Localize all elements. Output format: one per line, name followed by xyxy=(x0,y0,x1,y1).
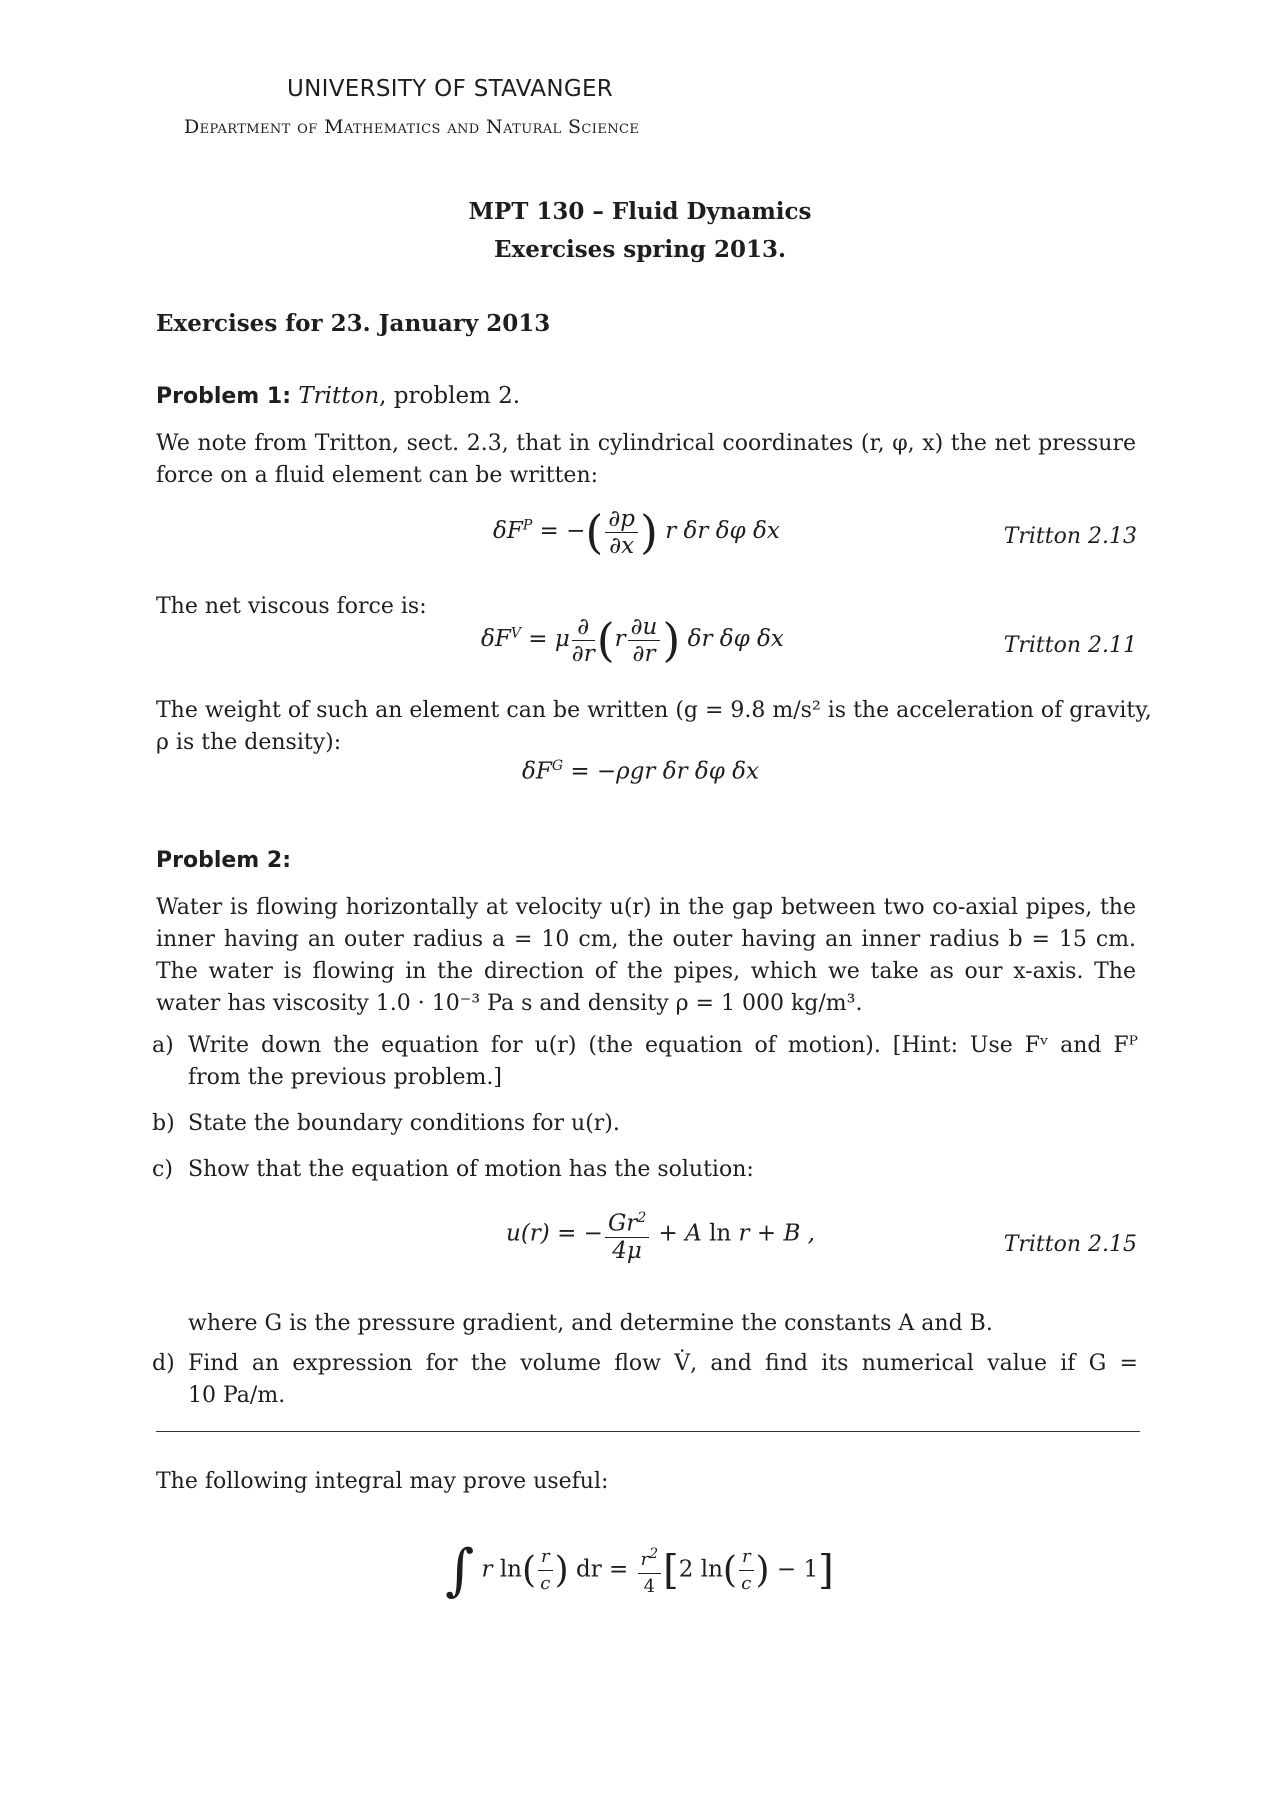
equation-viscous-force: $\delta F^V = \mu$ $\frac{\partial}{\partial r}$ (r $\frac{\partial u}{\partial r}$ ) δr δφ δx xyxy=(481,613,784,667)
equation-viscous-tag: Tritton 2.11 xyxy=(1003,633,1137,658)
university-name: UNIVERSITY OF STAVANGER xyxy=(287,76,614,102)
useful-integral-intro: The following integral may prove useful: xyxy=(156,1469,609,1494)
equation-solution: u(r) = − $\frac{Gr^2}{4\mu}$ + A ln r + B , xyxy=(506,1205,815,1264)
section-heading: Exercises for 23. January 2013 xyxy=(156,310,551,337)
viscous-intro: The net viscous force is: xyxy=(156,594,427,619)
problem-1-intro-line-2: force on a fluid element can be written: xyxy=(156,463,599,488)
weight-line-1: The weight of such an element can be written (g = 9.8 m/s² is the acceleration of gravity, xyxy=(156,698,1152,723)
equation-pressure-force: $\delta F^P$ = −( $\frac{\partial p}{\partial x}$ ) r δr δφ δx xyxy=(493,505,780,559)
weight-intro xyxy=(156,695,1152,759)
weight-line-2: ρ is the density): xyxy=(156,730,342,755)
course-subtitle: Exercises spring 2013. xyxy=(494,236,786,263)
course-title: MPT 130 – Fluid Dynamics xyxy=(468,198,812,225)
exercise-sheet: UNIVERSITY OF STAVANGER Department of Mathematics and Natural Science MPT 130 – Fluid Dynamics Exercises spring 2013. Exercises for 23. January 2013 Problem 1: Tritton, problem 2. We note from Tritton, sect. 2.3, that in cylindrical coordinates (r, φ, x) the net pressure force on a fluid element can be written: $\delta F^P$ = −( $\frac{\partial p}{\partial x}$ ) r δr δφ δx Tritton 2.13 The net viscous force is: $\delta F^V = \mu$ $\frac{\partial}{\partial r}$ (r $\frac{\partial u}{\partial r}$ ) δr δφ δx Tritton 2.11 The weight of such an element can be written (g = 9.8 m/s² is the acceleration of gravity, ρ is the density): $\delta F^G = -\rho gr$ δr δφ δx Problem 2: Water is flowing horizontally at velocity u(r) in the gap between two co-axial pipes, the inner having an outer radius a = 10 cm, the outer having an inner radius b = 15 cm. The water is flowing in the direction of the pipes, which we take as our x-axis. The water has viscosity 1.0 · 10⁻³ Pa s and density ρ = 1 000 kg/m³. a) Write down the equation for u(r) (the equation of motion). [Hint: Use Fᵛ and Fᴾ from the previous problem.] b) State the boundary conditions for u(r). c) Show that the equation of motion has the solution: where G is the pressure gradient, and determine the constants A and B. d) Find an expression for the volume flow V̇, and find its numerical value if G = 10 Pa/m. u(r) = − $\frac{Gr^2}{4\mu}$ + A ln r + B , Tritton 2.15 The following integral may prove useful: ∫ r ln( $\frac{r}{c}$ ) dr = $\frac{r^2}{4}$ [2 ln( $\frac{r}{c}$ ) − 1] xyxy=(152,76,1152,1603)
equation-pressure-tag: Tritton 2.13 xyxy=(1003,524,1137,549)
problem-2-paragraph: Water is flowing horizontally at velocity u(r) in the gap between two co-axial pipes, the inner having an outer radius a = 10 cm, the outer having an inner radius b = 15 cm. The water is flowing in the direction of the pipes, which we take as our x-axis. The water has viscosity 1.0 · 10⁻³ Pa s and density ρ = 1 000 kg/m³. xyxy=(156,895,1136,1016)
problem-2-label: Problem 2 xyxy=(156,848,283,873)
problem-1-intro xyxy=(156,428,1136,492)
problem-1-ref-book: Tritton xyxy=(298,383,380,409)
separator-line xyxy=(156,1431,1140,1432)
problem-2-title: Problem 2: xyxy=(156,848,292,873)
problem-1-label: Problem 1 xyxy=(156,384,283,409)
equation-integral: ∫ r ln( $\frac{r}{c}$ ) dr = $\frac{r^2}{4}$ [2 ln( $\frac{r}{c}$ ) − 1] xyxy=(445,1538,834,1603)
equation-solution-tag: Tritton 2.15 xyxy=(1003,1232,1137,1257)
department-name: Department of Mathematics and Natural Science xyxy=(184,116,640,138)
problem-1-title: Problem 1: Tritton, problem 2. xyxy=(156,383,521,409)
problem-1-ref-rest: , problem 2. xyxy=(379,383,521,409)
equation-weight: $\delta F^G = -\rho gr$ δr δφ δx xyxy=(522,758,759,785)
problem-1-intro-line-1: We note from Tritton, sect. 2.3, that in cylindrical coordinates (r, φ, x) the net pressure xyxy=(156,431,1136,456)
